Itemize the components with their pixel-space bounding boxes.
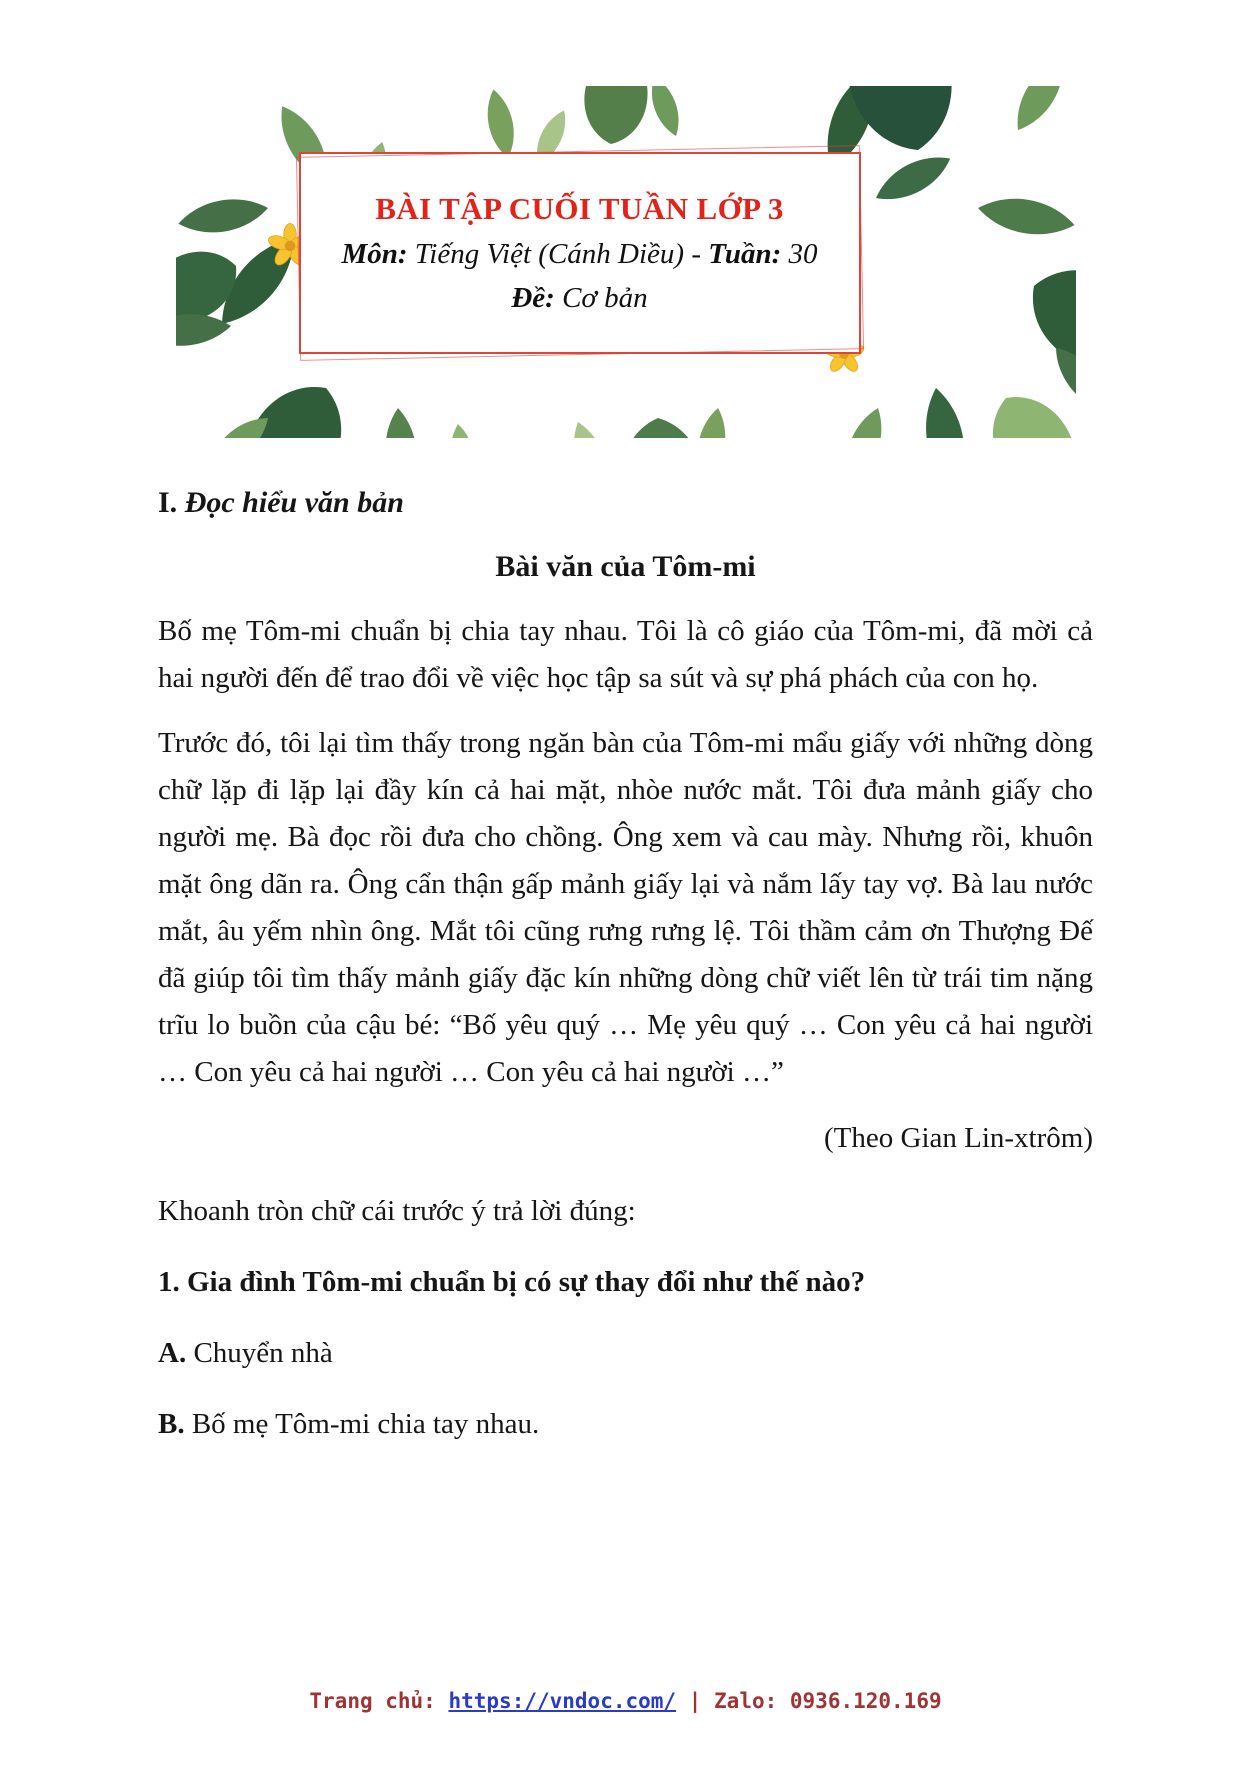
type-label: Đề:: [511, 282, 555, 314]
footer-separator: |: [688, 1689, 702, 1713]
subject-label: Môn:: [341, 238, 408, 270]
worksheet-content: [0, 486, 1251, 1441]
footer-home-label: Trang chủ:: [309, 1689, 436, 1713]
worksheet-title: BÀI TẬP CUỐI TUẦN LỚP 3: [375, 191, 784, 226]
question-1-option-a: [158, 1337, 1093, 1370]
header-decoration: [176, 86, 1076, 438]
option-text: Bố mẹ Tôm-mi chia tay nhau.: [191, 1407, 540, 1440]
section-title: Đọc hiểu văn bản: [184, 486, 404, 519]
page-footer: [0, 1689, 1251, 1713]
reading-title: Bài văn của Tôm-mi: [495, 550, 756, 583]
worksheet-subject-line: [341, 238, 817, 271]
title-box: [299, 152, 861, 354]
footer-home-link[interactable]: https://vndoc.com/: [448, 1689, 677, 1713]
week-label: Tuần:: [708, 238, 782, 270]
question-1: [158, 1266, 1093, 1299]
subject-value: Tiếng Việt (Cánh Diều) -: [414, 238, 701, 270]
reading-paragraph: Bố mẹ Tôm-mi chuẩn bị chia tay nhau. Tôi là cô giáo của Tôm-mi, đã mời cả hai người đến để trao đổi về việc học tập sa sút và sự phá phách của con họ.: [158, 615, 1093, 694]
reading-paragraph: Trước đó, tôi lại tìm thấy trong ngăn bàn của Tôm-mi mẩu giấy với những dòng chữ lặp đi lặp lại đầy kín cả hai mặt, nhòe nước mắt. Tôi đưa mảnh giấy cho người mẹ. Bà đọc rồi đưa cho chồng. Ông xem và cau mày. Nhưng rồi, khuôn mặt ông dãn ra. Ông cẩn thận gấp mảnh giấy lại và nắm lấy tay vợ. Bà lau nước mắt, âu yếm nhìn ông. Mắt tôi cũng rưng rưng lệ. Tôi thầm cảm ơn Thượng Đế đã giúp tôi tìm thấy mảnh giấy đặc kín những dòng chữ viết lên từ trái tim nặng trĩu lo buồn của cậu bé: “Bố yêu quý … Mẹ yêu quý … Con yêu cả hai người … Con yêu cả hai người … Con yêu cả hai người …”: [158, 726, 1093, 1088]
week-value: 30: [788, 238, 818, 270]
option-letter: B.: [158, 1407, 185, 1440]
question-text: Gia đình Tôm-mi chuẩn bị có sự thay đổi như thế nào?: [187, 1265, 866, 1298]
section-number: I.: [158, 486, 178, 519]
question-1-option-b: [158, 1408, 1093, 1441]
worksheet-type-line: [511, 282, 647, 315]
instruction-text: Khoanh tròn chữ cái trước ý trả lời đúng:: [158, 1194, 636, 1227]
option-text: Chuyển nhà: [193, 1336, 333, 1369]
option-letter: A.: [158, 1336, 187, 1369]
type-value: Cơ bản: [562, 282, 648, 314]
footer-zalo: Zalo: 0936.120.169: [714, 1689, 942, 1713]
section-heading: [158, 486, 1093, 520]
question-number: 1.: [158, 1265, 180, 1298]
reading-attribution: (Theo Gian Lin-xtrôm): [824, 1121, 1093, 1154]
